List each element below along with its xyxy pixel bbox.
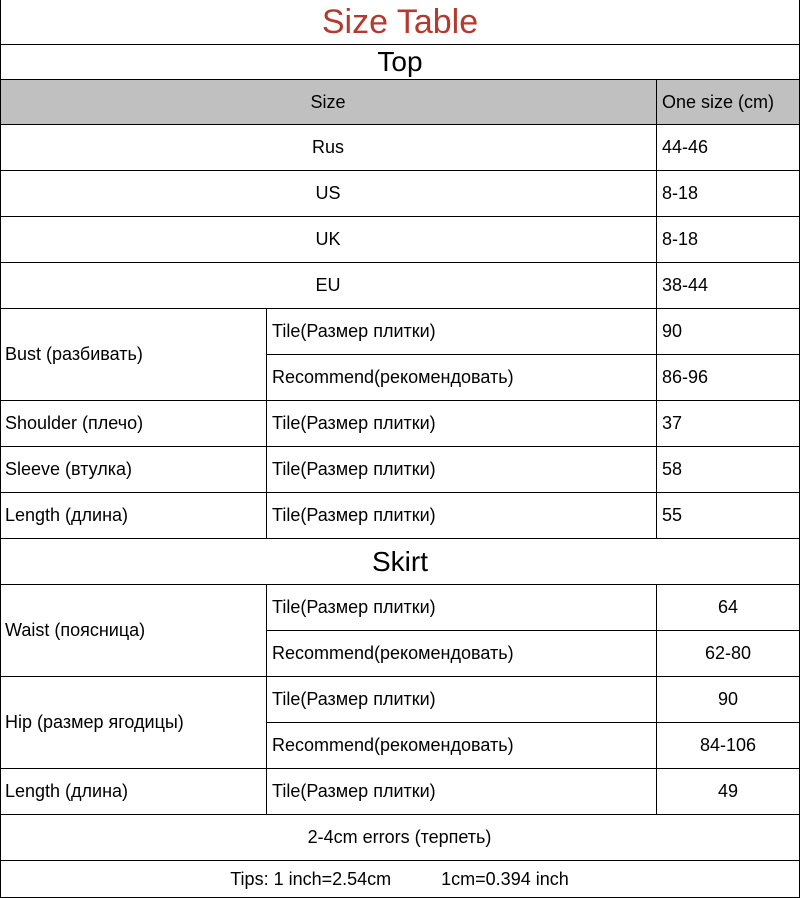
measurement-value: 90 — [657, 309, 800, 355]
measurement-name: Waist (поясница) — [0, 585, 267, 677]
measurement-type: Recommend(рекомендовать) — [267, 355, 657, 401]
size-row-label: UK — [0, 217, 657, 263]
measurement-value: 86-96 — [657, 355, 800, 401]
size-row-label: EU — [0, 263, 657, 309]
size-row-value: 44-46 — [657, 125, 800, 171]
measurement-value: 49 — [657, 769, 800, 815]
size-row-label: US — [0, 171, 657, 217]
tips-inch: Tips: 1 inch=2.54cm — [230, 868, 392, 889]
tips-row — [0, 861, 800, 898]
measurement-name: Bust (разбивать) — [0, 309, 267, 401]
size-row-value: 8-18 — [657, 217, 800, 263]
measurement-value: 37 — [657, 401, 800, 447]
measurement-type: Tile(Размер плитки) — [267, 309, 657, 355]
measurement-name: Length (длина) — [0, 769, 267, 815]
section-title-skirt: Skirt — [0, 539, 800, 585]
measurement-value: 62-80 — [657, 631, 800, 677]
section-title-top: Top — [0, 45, 800, 80]
measurement-value: 84-106 — [657, 723, 800, 769]
measurement-type: Tile(Размер плитки) — [267, 447, 657, 493]
measurement-value: 90 — [657, 677, 800, 723]
measurement-name: Length (длина) — [0, 493, 267, 539]
measurement-name: Shoulder (плечо) — [0, 401, 267, 447]
tips-cm: 1cm=0.394 inch — [441, 868, 569, 889]
measurement-type: Tile(Размер плитки) — [267, 493, 657, 539]
measurement-name: Sleeve (втулка) — [0, 447, 267, 493]
measurement-type: Recommend(рекомендовать) — [267, 723, 657, 769]
measurement-type: Recommend(рекомендовать) — [267, 631, 657, 677]
size-row-label: Rus — [0, 125, 657, 171]
header-size: Size — [0, 80, 657, 125]
measurement-type: Tile(Размер плитки) — [267, 677, 657, 723]
header-one-size: One size (cm) — [657, 80, 800, 125]
measurement-value: 55 — [657, 493, 800, 539]
measurement-type: Tile(Размер плитки) — [267, 401, 657, 447]
page-title: Size Table — [0, 0, 800, 45]
size-row-value: 8-18 — [657, 171, 800, 217]
measurement-type: Tile(Размер плитки) — [267, 769, 657, 815]
measurement-value: 58 — [657, 447, 800, 493]
size-row-value: 38-44 — [657, 263, 800, 309]
measurement-value: 64 — [657, 585, 800, 631]
measurement-name: Hip (размер ягодицы) — [0, 677, 267, 769]
errors-note: 2-4cm errors (терпеть) — [0, 815, 800, 861]
measurement-type: Tile(Размер плитки) — [267, 585, 657, 631]
